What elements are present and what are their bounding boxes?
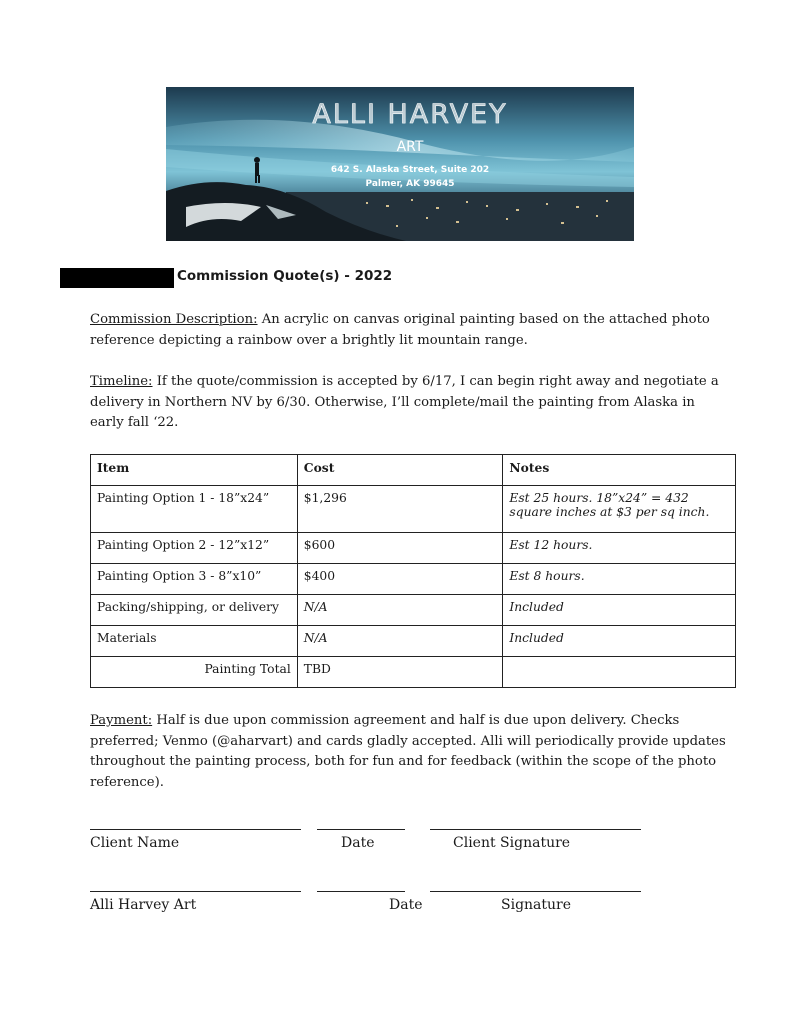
- commission-description: [90, 310, 730, 351]
- artist-name-line[interactable]: [90, 891, 301, 892]
- timeline-text: If the quote/commission is accepted by 6/17, I can begin right away and negotiate a delivery in Northern NV by 6/30. Otherwise, I’ll complete/mail the painting from Alaska in early fall ‘22.: [90, 374, 719, 430]
- artist-date-label: Date: [389, 897, 423, 913]
- table-header-row: [91, 455, 736, 486]
- item-cell: Painting Option 1 - 18”x24”: [91, 486, 298, 533]
- table-row: [91, 595, 736, 626]
- redacted-client-name: [60, 268, 174, 288]
- cost-cell: $1,296: [297, 486, 503, 533]
- artist-name-label: Alli Harvey Art: [90, 897, 197, 913]
- description-text: An acrylic on canvas original painting based on the attached photo reference depicting a rainbow over a brightly lit mountain range.: [90, 312, 710, 348]
- header-cost: Cost: [297, 455, 503, 486]
- client-signature-line[interactable]: [430, 829, 641, 830]
- artist-signature-line[interactable]: [430, 891, 641, 892]
- header-banner: [166, 87, 634, 241]
- item-cell: Materials: [91, 626, 298, 657]
- client-name-label: Client Name: [90, 835, 180, 851]
- notes-cell: Est 12 hours.: [503, 533, 736, 564]
- address-line-2: Palmer, AK 99645: [365, 179, 455, 189]
- client-date-label: Date: [341, 835, 375, 851]
- brand-subtitle: ART: [396, 139, 424, 155]
- table-row: [91, 626, 736, 657]
- address-line-1: 642 S. Alaska Street, Suite 202: [330, 165, 490, 175]
- notes-cell: Est 25 hours. 18”x24” = 432 square inches at $3 per sq inch.: [503, 486, 736, 533]
- cost-cell: N/A: [297, 595, 503, 626]
- timeline-label: Timeline:: [90, 374, 153, 389]
- artist-signature-label: Signature: [501, 897, 572, 913]
- item-cell: Painting Option 2 - 12”x12”: [91, 533, 298, 564]
- payment-paragraph: [90, 711, 730, 793]
- client-date-line[interactable]: [317, 829, 405, 830]
- notes-cell: Included: [503, 626, 736, 657]
- quote-table: [90, 454, 736, 688]
- client-name-line[interactable]: [90, 829, 301, 830]
- brand-name: ALLI HARVEY: [312, 99, 508, 130]
- header-item: Item: [91, 455, 298, 486]
- table-total-row: [91, 657, 736, 688]
- table-row: [91, 564, 736, 595]
- item-cell: Painting Option 3 - 8”x10”: [91, 564, 298, 595]
- document-heading: Commission Quote(s) - 2022: [177, 268, 393, 284]
- cost-cell: N/A: [297, 626, 503, 657]
- timeline-paragraph: [90, 372, 730, 434]
- payment-label: Payment:: [90, 713, 153, 728]
- total-notes-cell: [503, 657, 736, 688]
- description-label: Commission Description:: [90, 312, 258, 327]
- table-row: [91, 533, 736, 564]
- notes-cell: Est 8 hours.: [503, 564, 736, 595]
- table-row: [91, 486, 736, 533]
- artist-date-line[interactable]: [317, 891, 405, 892]
- cost-cell: $400: [297, 564, 503, 595]
- payment-text: Half is due upon commission agreement and half is due upon delivery. Checks preferred; Venmo (@aharvart) and cards gladly accepted. Alli will periodically provide updates throughout the painting process, both for fun and for feedback (within the scope of the photo reference).: [90, 713, 726, 790]
- header-notes: Notes: [503, 455, 736, 486]
- notes-cell: Included: [503, 595, 736, 626]
- cost-cell: $600: [297, 533, 503, 564]
- total-value: TBD: [297, 657, 503, 688]
- item-cell: Packing/shipping, or delivery: [91, 595, 298, 626]
- client-signature-label: Client Signature: [453, 835, 571, 851]
- total-label: Painting Total: [91, 657, 298, 688]
